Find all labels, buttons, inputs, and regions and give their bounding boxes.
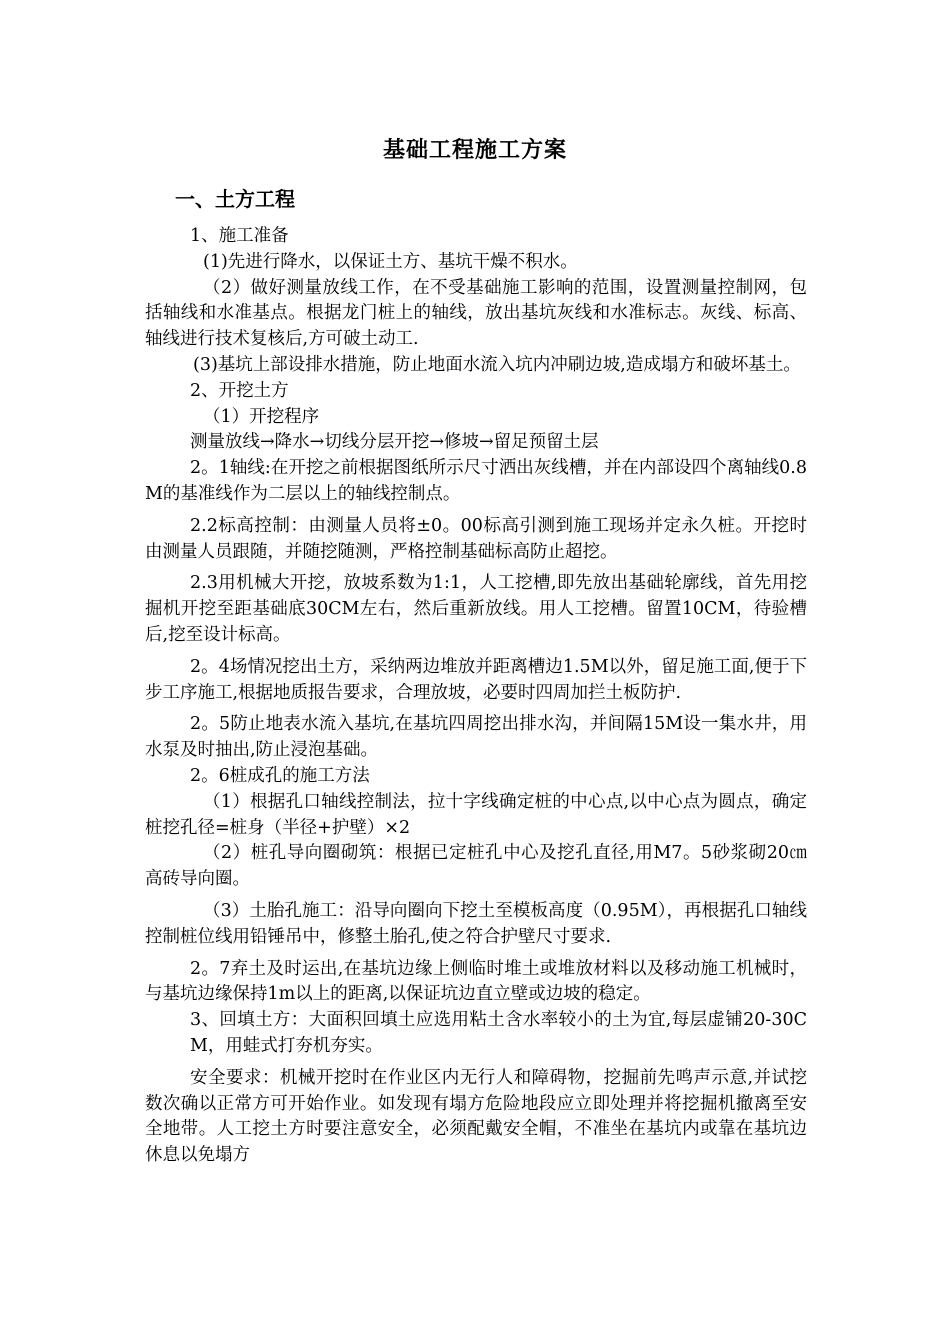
paragraph: （2）桩孔导向圈砌筑：根据已定桩孔中心及挖孔直径,用M7。5砂浆砌20㎝高砖导向圈。 — [145, 843, 807, 890]
document-body — [145, 224, 807, 1169]
paragraph: (3)基坑上部设排水措施，防止地面水流入坑内冲刷边坡,造成塌方和破坏基土。 — [193, 354, 801, 375]
page-title: 基础工程施工方案 — [382, 137, 567, 163]
paragraph: 1、施工准备 — [190, 226, 289, 246]
paragraph: （3）土胎孔施工：沿导向圈向下挖土至模板高度（0.95M），再根据孔口轴线控制桩位线用铅锤吊中，修整土胎孔,使之符合护壁尺寸要求. — [145, 900, 807, 947]
paragraph: （1）根据孔口轴线控制法，拉十字线确定桩的中心点,以中心点为圆点，确定桩挖孔径=桩身（半径+护壁）×2 — [145, 791, 807, 838]
paragraph: 2.2标高控制：由测量人员将±0。00标高引测到施工现场并定永久桩。开挖时由测量人员跟随，并随挖随测，严格控制基础标高防止超挖。 — [145, 515, 807, 562]
paragraph: （1）开挖程序 — [203, 406, 320, 427]
paragraph: (1)先进行降水，以保证土方、基坑干燥不积水。 — [203, 251, 578, 272]
paragraph: （2）做好测量放线工作，在不受基础施工影响的范围，设置测量控制网，包括轴线和水准基点。根据龙门桩上的轴线，放出基坑灰线和水准标志。灰线、标高、轴线进行技术复核后,方可破土动工. — [145, 277, 807, 350]
paragraph: 2.3用机械大开挖，放坡系数为1:1，人工挖槽,即先放出基础轮廓线，首先用挖掘机开挖至距基础底30CM左右，然后重新放线。用人工挖槽。留置10CM，待验槽后,挖至设计标高。 — [145, 573, 807, 645]
paragraph: 测量放线→降水→切线分层开挖→修坡→留足预留土层 — [190, 432, 599, 453]
paragraph: 2。5防止地表水流入基坑,在基坑四周挖出排水沟，并间隔15M设一集水井，用水泵及时抽出,防止浸泡基础。 — [145, 714, 807, 761]
paragraph: 2。7弃土及时运出,在基坑边缘上侧临时堆土或堆放材料以及移动施工机械时，与基坑边缘保持1m以上的距离,以保证坑边直立壁或边坡的稳定。 — [145, 958, 807, 1005]
paragraph: 3、回填土方：大面积回填土应选用粘土含水率较小的土为宜,每层虚铺20-30CM，用蛙式打夯机夯实。 — [190, 1010, 807, 1056]
paragraph: 2。1轴线:在开挖之前根据图纸所示尺寸洒出灰线槽，并在内部设四个离轴线0.8M的基准线作为二层以上的轴线控制点。 — [145, 458, 807, 504]
section-heading: 一、土方工程 — [175, 187, 295, 211]
paragraph: 2、开挖土方 — [190, 380, 289, 401]
paragraph: 安全要求：机械开挖时在作业区内无行人和障碍物，挖掘前先鸣声示意,并试挖数次确以正常方可开始作业。如发现有塌方危险地段应立即处理并将挖掘机撤离至安全地带。人工挖土方时要注意安全，必须配戴安全帽，不准坐在基坑内或靠在基坑边休息以免塌方 — [145, 1067, 807, 1166]
paragraph: 2。6桩成孔的施工方法 — [190, 765, 370, 786]
paragraph: 2。4场情况挖出土方，采纳两边堆放并距离槽边1.5M以外，留足施工面,便于下步工序施工,根据地质报告要求，合理放坡，必要时四周加拦土板防护. — [145, 656, 807, 703]
